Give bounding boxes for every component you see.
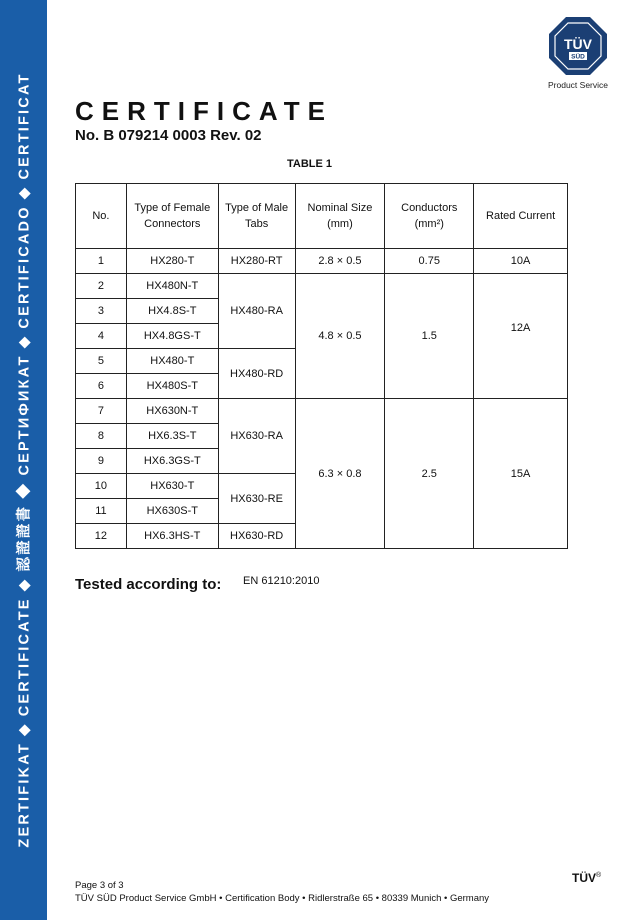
- cell-current: 10A: [474, 249, 568, 274]
- cell-current: 12A: [474, 274, 568, 399]
- certificate-title: CERTIFICATE: [75, 96, 333, 126]
- cell-no: 5: [76, 349, 127, 374]
- col-header-male: Type of Male Tabs: [218, 184, 295, 249]
- cell-no: 2: [76, 274, 127, 299]
- cell-male: HX630-RD: [218, 524, 295, 549]
- tested-label: Tested according to:: [75, 576, 222, 593]
- cell-size: 6.3 × 0.8: [295, 399, 385, 549]
- cell-no: 12: [76, 524, 127, 549]
- table-caption: TABLE 1: [286, 158, 333, 170]
- cell-no: 7: [76, 399, 127, 424]
- cell-male: HX630-RA: [218, 399, 295, 474]
- cell-female: HX630S-T: [126, 499, 218, 524]
- cell-conductors: 1.5: [385, 274, 474, 399]
- page-number: Page 3 of 3: [75, 880, 124, 891]
- table-row: [76, 274, 568, 299]
- certificate-number: No. B 079214 0003 Rev. 02: [75, 127, 262, 144]
- cell-no: 6: [76, 374, 127, 399]
- cell-male: HX480-RA: [218, 274, 295, 349]
- col-header-female: Type of Female Connectors: [126, 184, 218, 249]
- cell-no: 1: [76, 249, 127, 274]
- cell-female: HX6.3S-T: [126, 424, 218, 449]
- cell-size: 2.8 × 0.5: [295, 249, 385, 274]
- cell-female: HX480N-T: [126, 274, 218, 299]
- cell-female: HX4.8S-T: [126, 299, 218, 324]
- cell-male: HX480-RD: [218, 349, 295, 399]
- cell-female: HX6.3GS-T: [126, 449, 218, 474]
- col-header-conductors: Conductors (mm²): [385, 184, 474, 249]
- cell-no: 4: [76, 324, 127, 349]
- table-row: [76, 399, 568, 424]
- cell-female: HX480S-T: [126, 374, 218, 399]
- cell-male: HX630-RE: [218, 474, 295, 524]
- table-header-row: [76, 184, 568, 249]
- cell-female: HX630N-T: [126, 399, 218, 424]
- col-header-current: Rated Current: [474, 184, 568, 249]
- cell-conductors: 0.75: [385, 249, 474, 274]
- cell-no: 11: [76, 499, 127, 524]
- cell-female: HX480-T: [126, 349, 218, 374]
- side-band-text: ZERTIFIKAT ◆ CERTIFICATE ◆ 認證證書 ◆ СЕРТИФИКАТ ◆ CERTIFICADO ◆ CERTIFICAT: [16, 72, 33, 848]
- cell-male: HX280-RT: [218, 249, 295, 274]
- tuv-sud-logo-icon: [548, 16, 608, 76]
- side-band: [0, 0, 47, 920]
- footer-address: TÜV SÜD Product Service GmbH • Certification Body • Ridlerstraße 65 • 80339 Munich • Germany: [75, 893, 490, 904]
- cell-size: 4.8 × 0.5: [295, 274, 385, 399]
- col-header-no: No.: [76, 184, 127, 249]
- cell-no: 8: [76, 424, 127, 449]
- cell-conductors: 2.5: [385, 399, 474, 549]
- cell-female: HX630-T: [126, 474, 218, 499]
- logo-caption: Product Service: [548, 80, 608, 90]
- cell-no: 9: [76, 449, 127, 474]
- col-header-size: Nominal Size (mm): [295, 184, 385, 249]
- cell-current: 15A: [474, 399, 568, 549]
- footer-tuv-mark: TÜV®: [572, 871, 602, 885]
- cell-female: HX4.8GS-T: [126, 324, 218, 349]
- cell-no: 3: [76, 299, 127, 324]
- cell-no: 10: [76, 474, 127, 499]
- connector-table: [75, 183, 568, 549]
- tested-standard: EN 61210:2010: [243, 575, 320, 587]
- cell-female: HX280-T: [126, 249, 218, 274]
- cell-female: HX6.3HS-T: [126, 524, 218, 549]
- logo-sub: SÜD: [571, 53, 585, 61]
- logo-mark: TÜV: [564, 36, 592, 52]
- table-row: [76, 249, 568, 274]
